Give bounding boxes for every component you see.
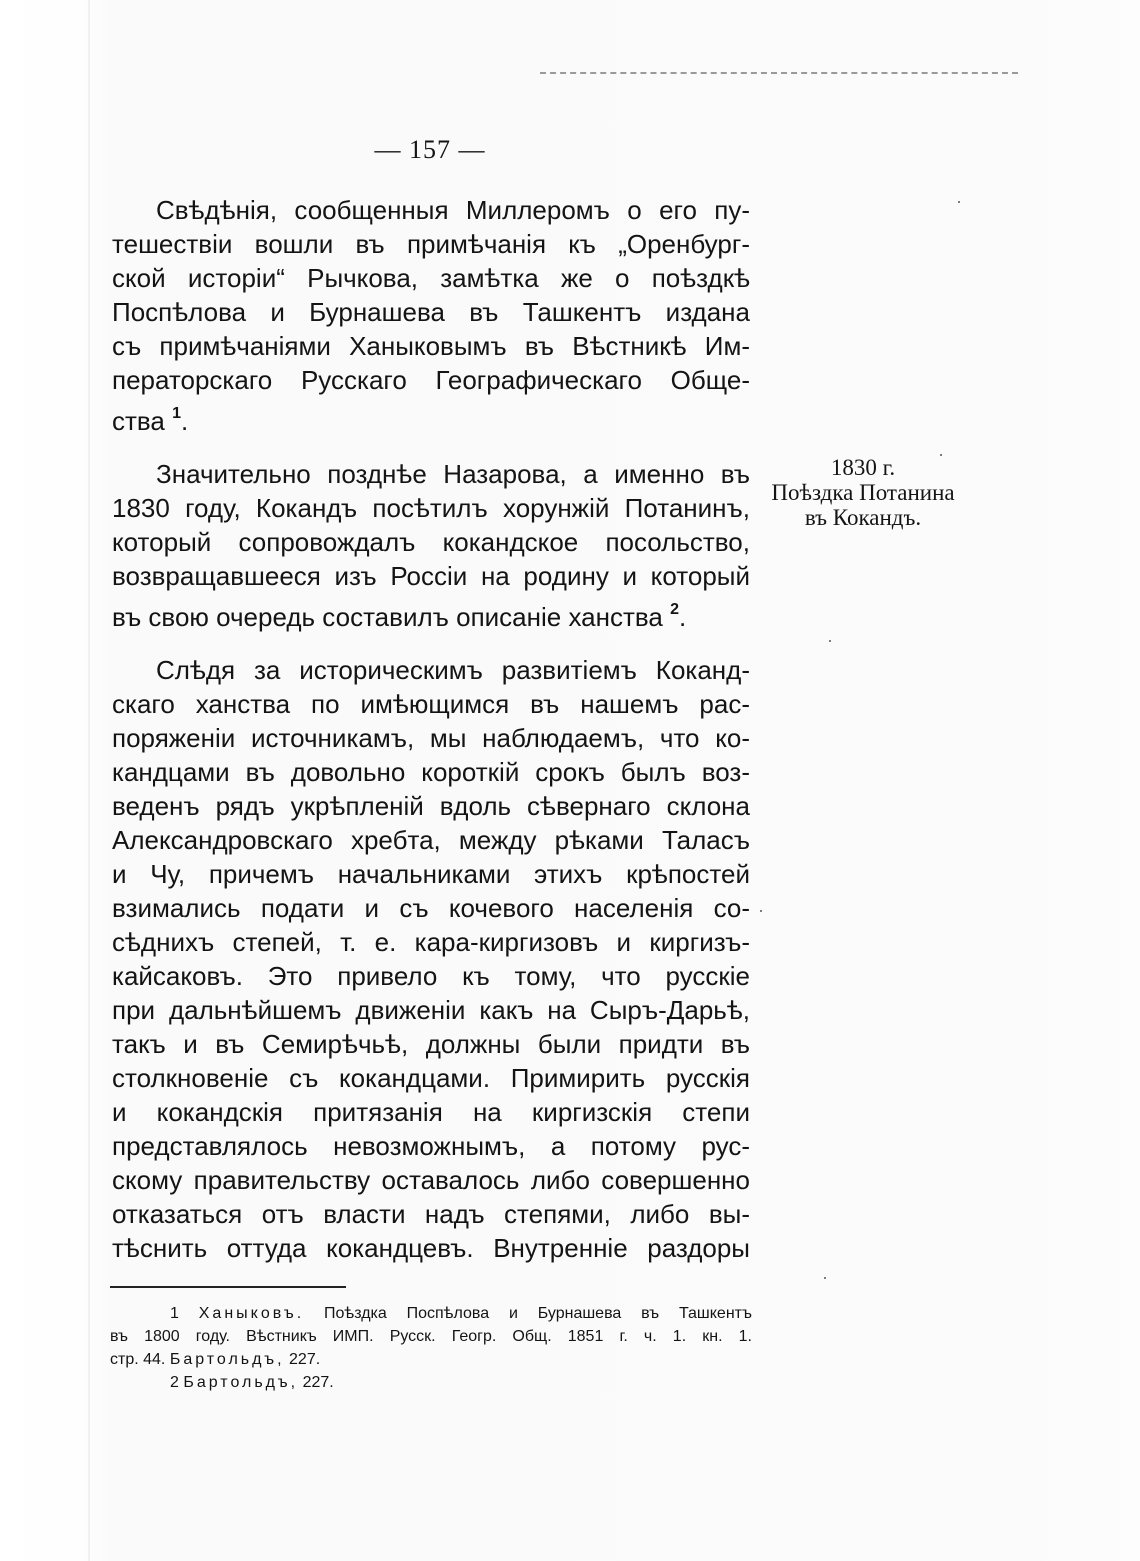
text-line: 1830 году, Кокандъ посѣтилъ хорунжій Потанинъ, xyxy=(112,493,750,523)
text-line: и кокандскія притязанія на киргизскія степи xyxy=(112,1097,750,1127)
text-line: Свѣдѣнія, сообщенныя Миллеромъ о его пу- xyxy=(156,195,750,225)
text-line: тѣснить оттуда кокандцевъ. Внутренніе раздоры xyxy=(112,1233,750,1263)
text-line: Александровскаго хребта, между рѣками Таласъ xyxy=(112,825,750,855)
text-line: возвращавшееся изъ Россіи на родину и который xyxy=(112,561,750,591)
margin-note-place: въ Кокандъ. xyxy=(804,505,922,530)
footnote-1-line-3 xyxy=(110,1348,752,1371)
text-line: скому правительству оставалось либо совершенно xyxy=(112,1165,750,1195)
footnote-ref-1[interactable]: 1 xyxy=(172,405,182,422)
scan-speck xyxy=(829,640,831,642)
text-line: сѣднихъ степей, т. е. кара-киргизовъ и киргизъ- xyxy=(112,927,750,957)
scan-speck xyxy=(760,910,762,912)
scan-speck xyxy=(940,454,942,456)
footnote-text: стр. 44. xyxy=(110,1351,166,1368)
paragraph-3 xyxy=(112,653,750,1265)
text-line: и Чу, причемъ начальниками этихъ крѣпостей xyxy=(112,859,750,889)
text-line: отказаться отъ власти надъ степями, либо вы- xyxy=(112,1199,750,1229)
margin-note xyxy=(752,455,974,530)
text-fragment: въ свою очередь составилъ описаніе ханства xyxy=(112,602,663,632)
text-fragment: ства xyxy=(112,406,165,436)
text-line: ператорскаго Русскаго Географическаго Обще- xyxy=(112,365,750,395)
scan-edge xyxy=(88,0,90,1561)
footnote-1 xyxy=(110,1302,752,1325)
scan-speck xyxy=(824,1277,826,1279)
scan-speck xyxy=(958,201,960,203)
margin-note-year: 1830 г. xyxy=(830,455,896,480)
text-line: поряженіи источникамъ, мы наблюдаемъ, что ко- xyxy=(112,723,750,753)
footnote-text: 227. xyxy=(302,1374,334,1391)
text-line: представлялось невозможнымъ, а потому рус- xyxy=(112,1131,750,1161)
footnote-text: 227. xyxy=(289,1351,321,1368)
text-line: ской исторіи“ Рычкова, замѣтка же о поѣздкѣ xyxy=(112,263,750,293)
footnotes xyxy=(110,1302,752,1394)
text-line: Слѣдя за историческимъ развитіемъ Коканд- xyxy=(156,655,750,685)
text-line: который сопровождалъ кокандское посольство, xyxy=(112,527,750,557)
text-line: тешествіи вошли въ примѣчанія къ „Оренбург- xyxy=(112,229,750,259)
footnote-mark: 1 xyxy=(170,1305,179,1322)
footnote-separator xyxy=(110,1286,346,1288)
text-line: съ примѣчаніями Ханыковымъ въ Вѣстникѣ Им- xyxy=(112,331,750,361)
footnote-1-line-2: въ 1800 году. Вѣстникъ ИМП. Русск. Геогр. Общ. 1851 г. ч. 1. кн. 1. xyxy=(110,1328,752,1345)
text-line: кайсаковъ. Это привело къ тому, что русскіе xyxy=(112,961,750,991)
top-dashed-rule xyxy=(540,72,1018,74)
margin-note-title: Поѣздка Потанина xyxy=(771,480,955,505)
text-line xyxy=(112,397,750,438)
paragraph-2 xyxy=(112,457,750,634)
text-line: веденъ рядъ укрѣпленій вдоль сѣвернаго склона xyxy=(112,791,750,821)
footnote-author: Бартольдъ, xyxy=(169,1351,285,1368)
paragraph-1 xyxy=(112,193,750,438)
footnote-text: Поѣздка Поспѣлова и Бурнашева въ Ташкентъ xyxy=(324,1305,752,1322)
text-line: скаго ханства по имѣющимся въ нашемъ рас- xyxy=(112,689,750,719)
text-line: Значительно позднѣе Назарова, а именно въ xyxy=(156,459,750,489)
text-line: столкновеніе съ кокандцами. Примирить русскія xyxy=(112,1063,750,1093)
footnote-mark: 2 xyxy=(170,1374,179,1391)
footnote-author: Бартольдъ, xyxy=(183,1374,299,1391)
text-line: Поспѣлова и Бурнашева въ Ташкентъ издана xyxy=(112,297,750,327)
text-line xyxy=(112,593,750,634)
text-line: кандцами въ довольно короткій срокъ былъ воз- xyxy=(112,757,750,787)
footnote-author: Ханыковъ. xyxy=(198,1305,305,1322)
text-line: такъ и въ Семирѣчьѣ, должны были придти въ xyxy=(112,1029,750,1059)
footnote-ref-2[interactable]: 2 xyxy=(670,601,680,618)
text-line: при дальнѣйшемъ движеніи какъ на Сыръ-Дарьѣ, xyxy=(112,995,750,1025)
footnote-2 xyxy=(110,1371,752,1394)
sentence-end: . xyxy=(181,406,189,436)
text-line: взимались подати и съ кочевого населенія со- xyxy=(112,893,750,923)
page-number: — 157 — xyxy=(374,135,486,164)
sentence-end: . xyxy=(679,602,687,632)
